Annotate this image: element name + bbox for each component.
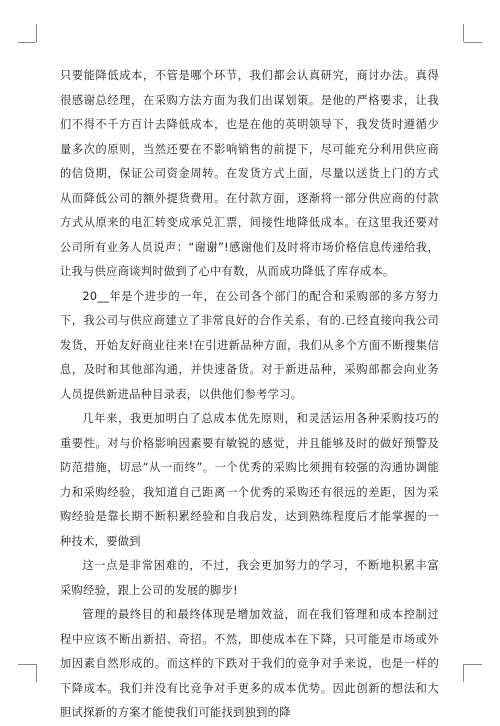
crop-mark-bottom-right (463, 664, 464, 682)
paragraph-cost-reduction: 只要能降低成本，不管是哪个环节，我们都会认真研究，商讨办法。真得很感谢总经理，在采购方法方面为我们出谋划策。是他的严格要求，让我们不得不千方百计去降低成本，也是在他的英明领导下，我发货时遵循少量多次的原则，当然还要在不影响销售的前提下，尽可能充分利用供应商的信贷期，保证公司资金周转。在发货方式上面，尽量以送货上门的方式从而降低公司的额外提货费用。在付款方面，逐渐将一部分供应商的付款方式从原来的电汇转变成承兑汇票，间接性地降低成本。在这里我还要对公司所有业务人员说声：“谢谢”!感谢他们及时将市场价格信息传递给我，让我与供应商谈判时做到了心中有数，从而成功降低了库存成本。 (60, 69, 439, 278)
crop-mark-top-left (18, 42, 36, 43)
paragraph-learning-commitment: 这一点是非常困难的，不过，我会更加努力的学习，不断地积累丰富采购经验，跟上公司的发展的脚步! (60, 559, 439, 597)
paragraph-procurement-skills: 几年来，我更加明白了总成本优先原则，和灵活运用各种采购技巧的重要性。对与价格影响因素要有敏锐的感觉，并且能够及时的做好预警及防范措施，切忌“从一而终”。一个优秀的采购比须拥有较强的沟通协调能力和采购经验，我知道自己距离一个优秀的采购还有很远的差距，因为采购经验是靠长期不断积累经验和自我启发，达到熟练程度后才能掌握的一种技术，要做到 (60, 412, 439, 548)
crop-mark-bottom-left (36, 664, 37, 682)
crop-mark-top-right (463, 24, 464, 42)
crop-mark-top-left (36, 24, 37, 42)
crop-mark-bottom-right (464, 664, 482, 665)
crop-mark-top-right (464, 42, 482, 43)
crop-mark-bottom-left (18, 664, 36, 665)
document-body (60, 64, 439, 726)
paragraph-progress-year: 20__年是个进步的一年，在公司各个部门的配合和采购部的多方努力下，我公司与供应商建立了非常良好的合作关系，有的.已经直接向我公司发货，开始友好商业往来!在引进新品种方面，我们从多个方面不断搜集信息，及时和其他部沟通，并快速备货。对于新进品种，采购部都会向业务人员提供新进品种目录表，以供他们参考学习。 (60, 289, 439, 401)
paragraph-management-innovation: 管理的最终目的和最终体现是增加效益，而在我们管理和成本控制过程中应该不断出新招、奇招。不然，即使成本在下降，只可能是市场或外加因素自然形成的。而这样的下跌对于我们的竞争对手来说，也是一样的下降成本。我们并没有比竞争对手更多的成本优势。因此创新的想法和大胆试探新的方案才能使我们可能找到独到的降 (60, 608, 439, 719)
